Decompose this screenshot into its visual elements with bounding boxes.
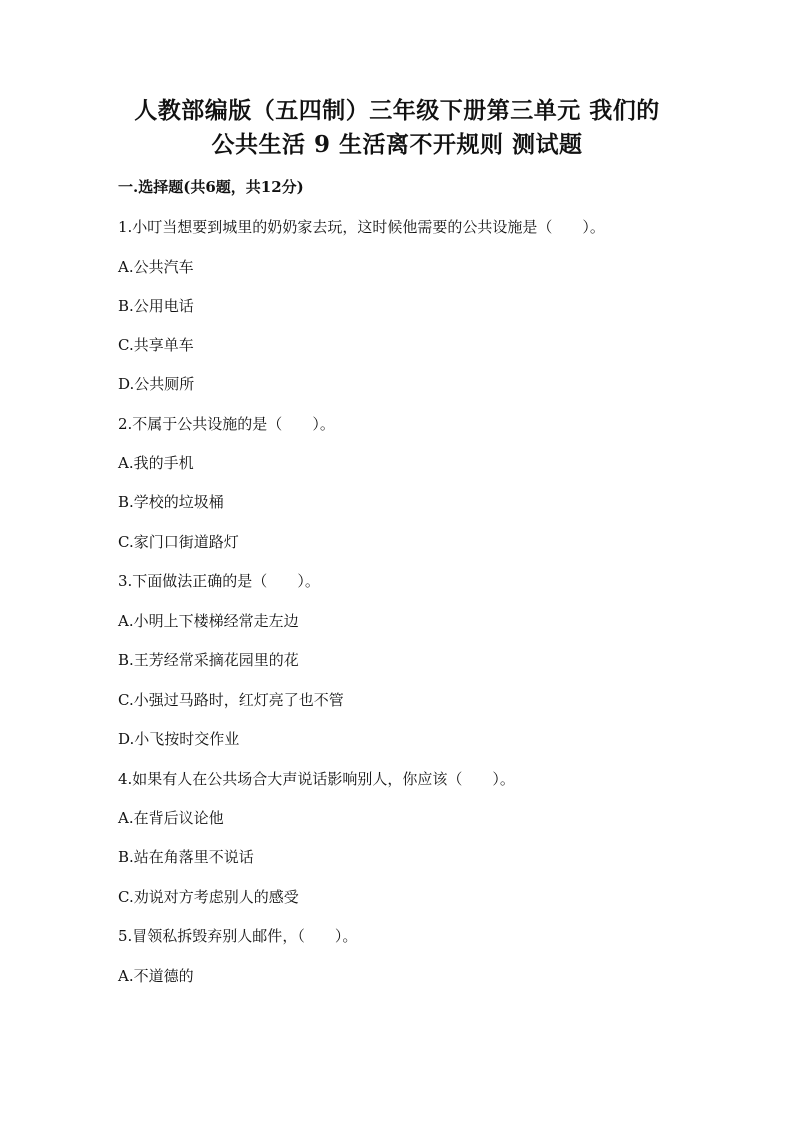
question-4-stem: 4.如果有人在公共场合大声说话影响别人，你应该（ ）。 — [118, 770, 515, 788]
question-1-option-d: D.公共厕所 — [118, 375, 195, 393]
question-5-stem: 5.冒领私拆毁弃别人邮件，（ ）。 — [118, 927, 358, 945]
question-3-option-c: C.小强过马路时，红灯亮了也不管 — [118, 691, 344, 709]
question-4-option-a: A.在背后议论他 — [118, 809, 224, 827]
question-5-option-a: A.不道德的 — [118, 967, 194, 985]
question-3-option-b: B.王芳经常采摘花园里的花 — [118, 651, 299, 669]
question-1-stem: 1.小叮当想要到城里的奶奶家去玩，这时候他需要的公共设施是（ ）。 — [118, 218, 605, 236]
document-title-line-2: 公共生活 9 生活离不开规则 测试题 — [211, 131, 583, 158]
question-2-option-c: C.家门口街道路灯 — [118, 533, 239, 551]
question-1-option-a: A.公共汽车 — [118, 258, 194, 276]
question-4-option-c: C.劝说对方考虑别人的感受 — [118, 888, 299, 906]
question-3-stem: 3.下面做法正确的是（ ）。 — [118, 572, 320, 590]
section-heading: 一.选择题(共6题，共12分) — [118, 178, 304, 196]
question-3-option-a: A.小明上下楼梯经常走左边 — [118, 612, 299, 630]
document-title-line-1: 人教部编版（五四制）三年级下册第三单元 我们的 — [134, 97, 660, 124]
question-1-option-c: C.共享单车 — [118, 336, 194, 354]
question-1-option-b: B.公用电话 — [118, 297, 194, 315]
question-3-option-d: D.小飞按时交作业 — [118, 730, 240, 748]
question-2-option-b: B.学校的垃圾桶 — [118, 493, 224, 511]
question-4-option-b: B.站在角落里不说话 — [118, 848, 254, 866]
question-2-option-a: A.我的手机 — [118, 454, 194, 472]
question-2-stem: 2.不属于公共设施的是（ ）。 — [118, 415, 335, 433]
